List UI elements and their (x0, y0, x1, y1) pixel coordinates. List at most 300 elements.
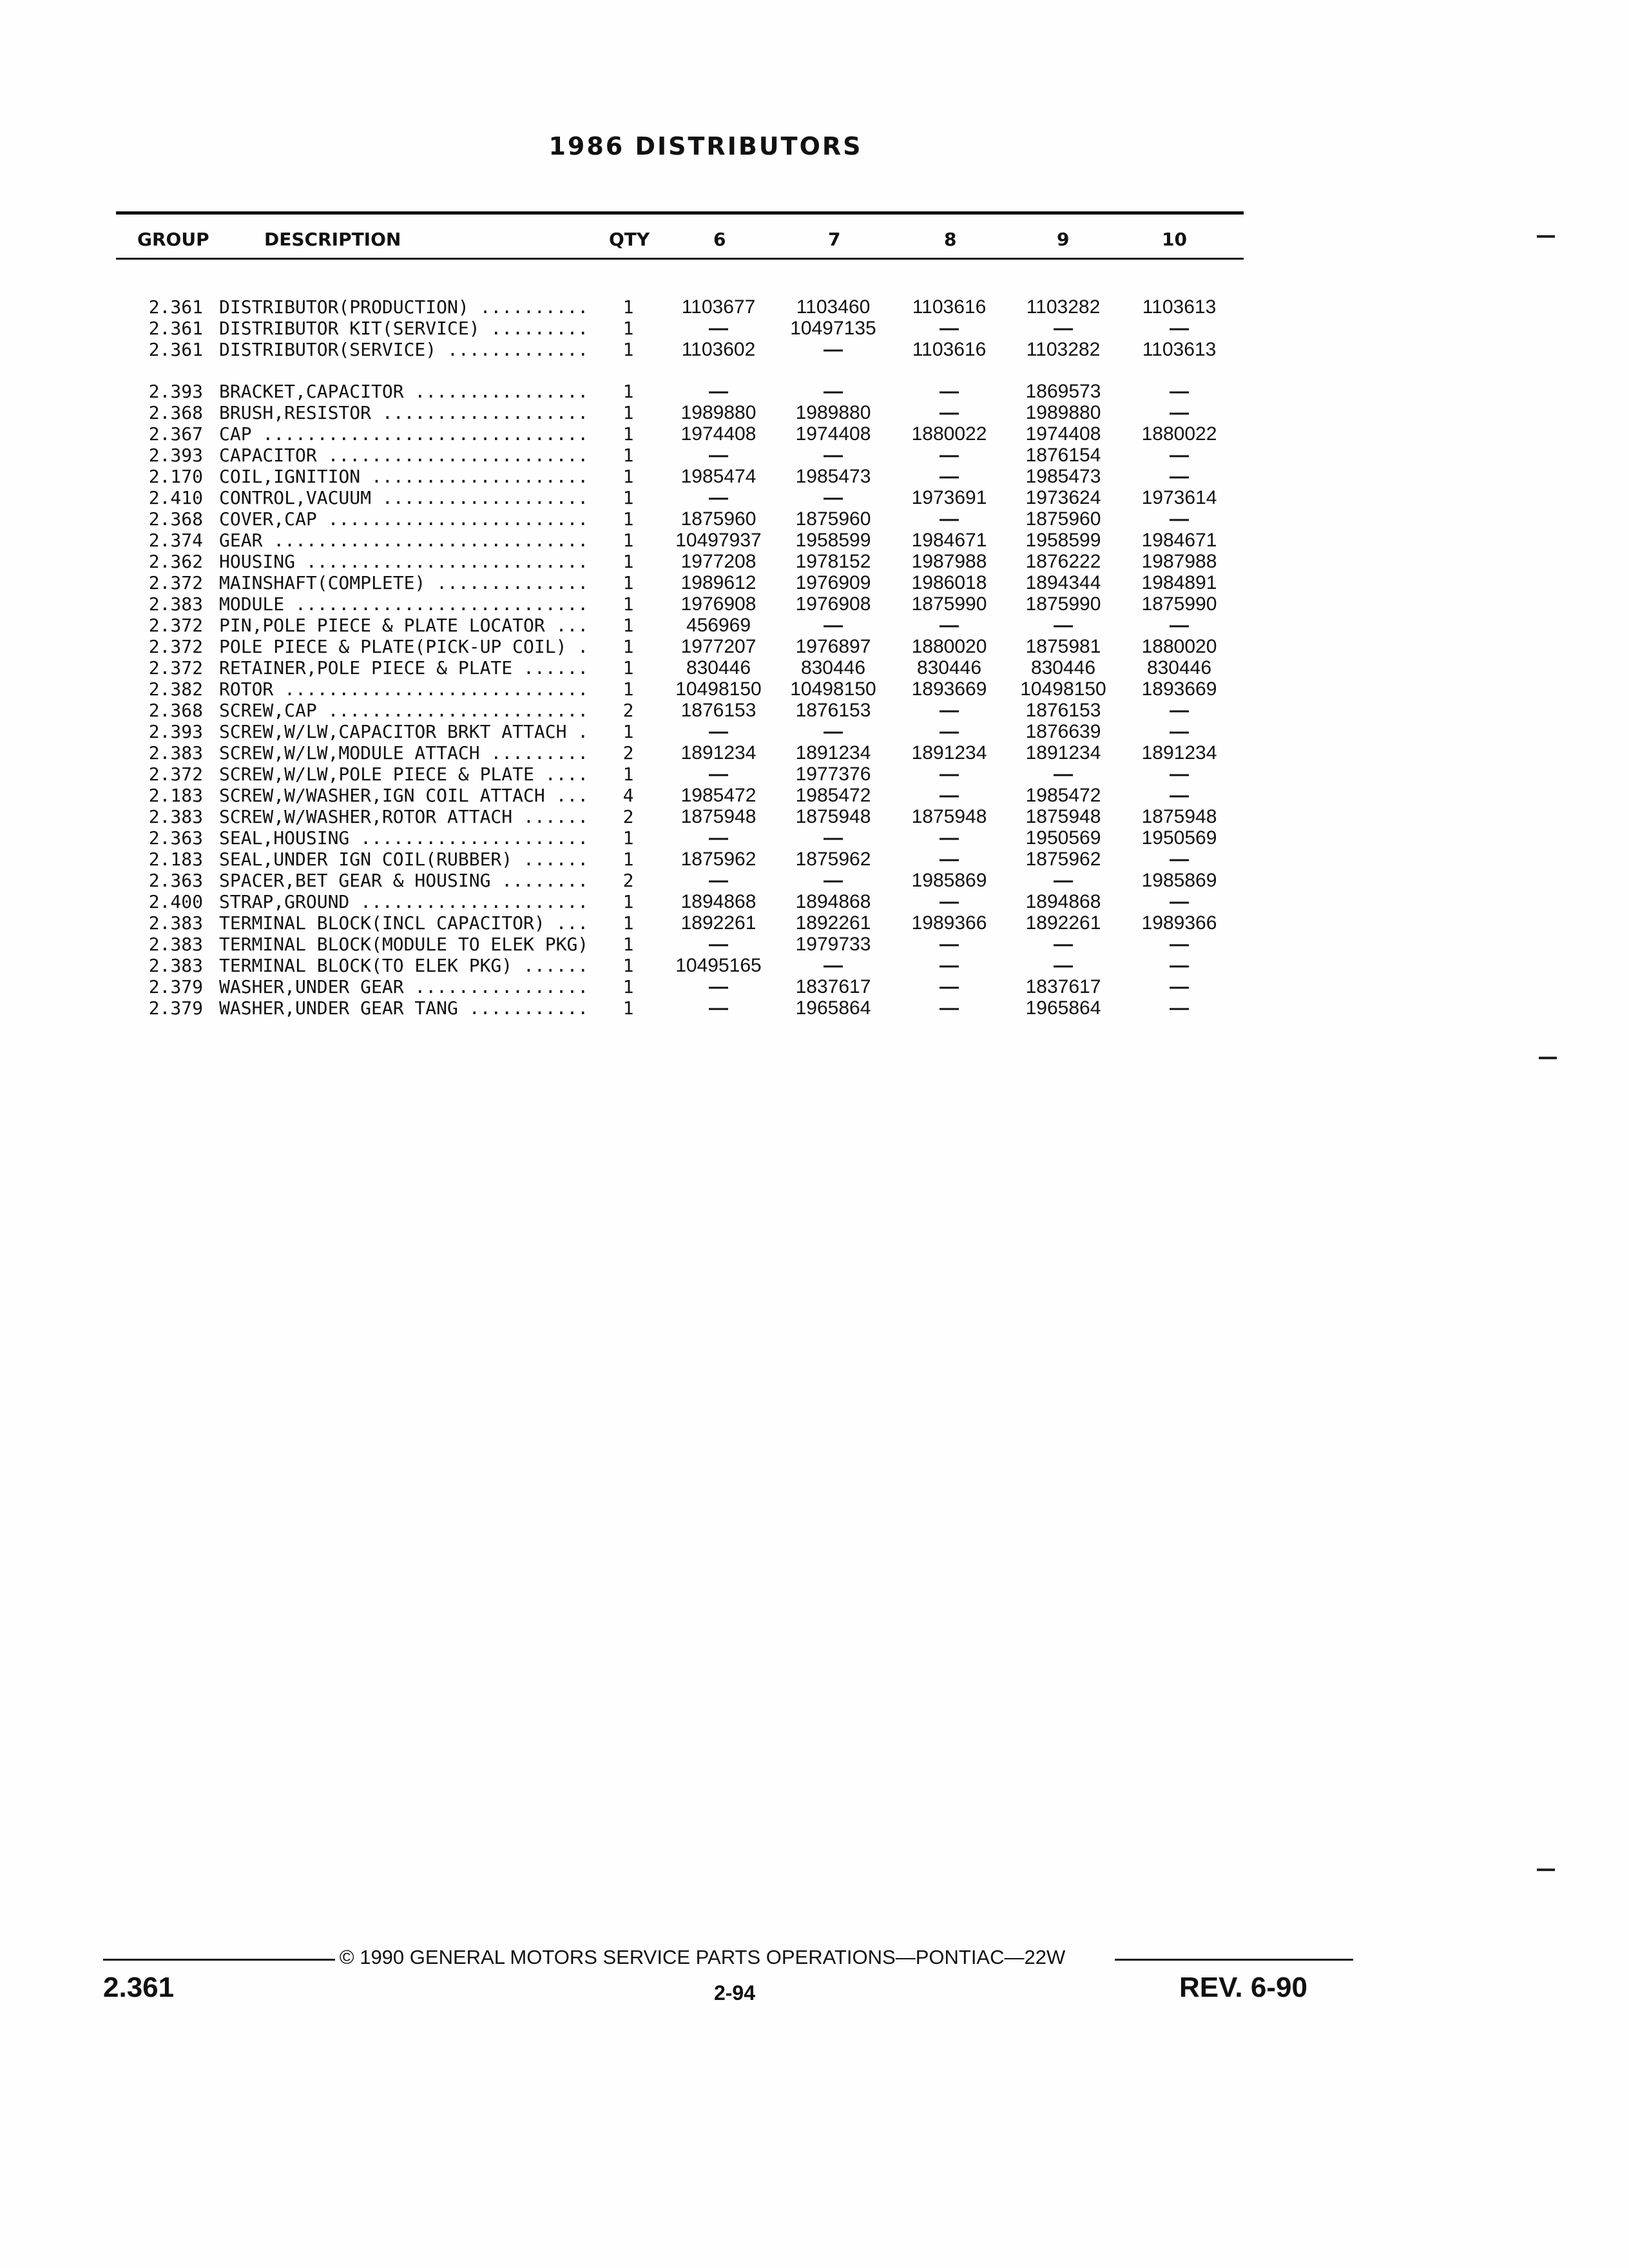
part-number-cell: 1978152 (795, 551, 871, 572)
description-cell: BRUSH,RESISTOR ................... (219, 402, 589, 423)
header-col-10: 10 (1162, 229, 1187, 250)
margin-mark (1537, 1869, 1555, 1871)
group-cell: 2.393 (148, 445, 203, 466)
part-number-cell: 1103616 (912, 339, 987, 360)
margin-mark (1539, 1057, 1557, 1059)
group-cell: 2.368 (148, 700, 203, 721)
table-row (0, 572, 1629, 593)
part-number-cell: 1989880 (795, 402, 871, 423)
table-row (0, 785, 1629, 806)
part-number-cell: 1880022 (911, 423, 987, 445)
group-cell: 2.372 (148, 572, 203, 593)
qty-cell: 1 (622, 912, 634, 934)
table-row (0, 381, 1629, 402)
group-cell: 2.382 (148, 678, 203, 700)
part-number-cell: — (940, 934, 959, 955)
group-cell: 2.393 (148, 381, 203, 402)
part-number-cell: 830446 (1030, 657, 1096, 678)
part-number-cell: 830446 (1146, 657, 1212, 678)
part-number-cell: 10498150 (790, 678, 876, 700)
part-number-cell: 1987988 (911, 551, 987, 572)
qty-cell: 2 (622, 870, 634, 891)
qty-cell: 1 (622, 615, 634, 636)
description-cell: RETAINER,POLE PIECE & PLATE ...... (219, 657, 589, 678)
part-number-cell: 1892261 (1025, 912, 1101, 934)
part-number-cell: 1875990 (1141, 593, 1217, 615)
table-row (0, 615, 1629, 636)
table-row (0, 508, 1629, 530)
copyright-line: © 1990 GENERAL MOTORS SERVICE PARTS OPERATIONS—PONTIAC—22W (339, 1946, 1066, 1968)
header-col-8: 8 (944, 229, 957, 250)
section-number: 2.361 (103, 1972, 175, 2003)
part-number-cell: 1974408 (1025, 423, 1101, 445)
part-number-cell: — (709, 487, 728, 508)
description-cell: SPACER,BET GEAR & HOUSING ........ (219, 870, 589, 891)
group-cell: 2.183 (148, 785, 203, 806)
part-number-cell: 1875962 (680, 849, 757, 870)
qty-cell: 1 (622, 636, 634, 657)
description-cell: GEAR ............................. (219, 530, 589, 551)
part-number-cell: — (824, 381, 843, 402)
part-number-cell: — (824, 721, 843, 742)
header-col-9: 9 (1057, 229, 1070, 250)
part-number-cell: — (1170, 445, 1189, 466)
part-number-cell: 1837617 (1025, 976, 1101, 997)
part-number-cell: 1989366 (1141, 912, 1217, 934)
description-cell: CAPACITOR ........................ (219, 445, 589, 466)
part-number-cell: 1875948 (911, 806, 987, 827)
part-number-cell: 1976908 (795, 593, 871, 615)
part-number-cell: — (1170, 955, 1189, 976)
description-cell: SCREW,CAP ........................ (219, 700, 589, 721)
part-number-cell: 1876639 (1025, 721, 1101, 742)
table-row (0, 678, 1629, 700)
part-number-cell: 1958599 (795, 530, 871, 551)
description-cell: SCREW,W/LW,POLE PIECE & PLATE .... (219, 764, 589, 785)
group-cell: 2.361 (148, 318, 203, 339)
part-number-cell: 1965864 (795, 997, 871, 1019)
part-number-cell: 830446 (800, 657, 866, 678)
part-number-cell: 1103282 (1026, 296, 1101, 318)
part-number-cell: 1973614 (1141, 487, 1217, 508)
part-number-cell: 10497135 (790, 318, 876, 339)
description-cell: COVER,CAP ........................ (219, 508, 589, 530)
part-number-cell: — (1170, 402, 1189, 423)
part-number-cell: — (940, 891, 959, 912)
part-number-cell: 1875948 (680, 806, 757, 827)
part-number-cell: — (709, 721, 728, 742)
table-row (0, 593, 1629, 615)
description-cell: STRAP,GROUND ..................... (219, 891, 589, 912)
description-cell: ROTOR ............................ (219, 678, 589, 700)
part-number-cell: 1986018 (911, 572, 987, 593)
margin-mark (1537, 235, 1555, 238)
qty-cell: 1 (622, 934, 634, 955)
part-number-cell: 1880020 (911, 636, 987, 657)
part-number-cell: 1103460 (796, 296, 871, 318)
part-number-cell: 1958599 (1025, 530, 1101, 551)
part-number-cell: 1893669 (911, 678, 987, 700)
table-row (0, 318, 1629, 339)
table-row (0, 339, 1629, 360)
part-number-cell: — (1054, 870, 1073, 891)
part-number-cell: 1987988 (1141, 551, 1217, 572)
part-number-cell: — (1170, 700, 1189, 721)
description-cell: CAP .............................. (219, 423, 589, 445)
part-number-cell: — (1170, 615, 1189, 636)
group-cell: 2.372 (148, 615, 203, 636)
part-number-cell: — (940, 402, 959, 423)
part-number-cell: 1875960 (795, 508, 871, 530)
part-number-cell: — (709, 976, 728, 997)
table-row (0, 912, 1629, 934)
qty-cell: 1 (622, 976, 634, 997)
part-number-cell: 1876154 (1025, 445, 1101, 466)
group-cell: 2.368 (148, 402, 203, 423)
part-number-cell: — (1170, 508, 1189, 530)
part-number-cell: 1876153 (795, 700, 871, 721)
page-title: 1986 DISTRIBUTORS (548, 132, 863, 160)
part-number-cell: 1875962 (1025, 849, 1101, 870)
header-col-7: 7 (828, 229, 841, 250)
description-cell: HOUSING .......................... (219, 551, 589, 572)
part-number-cell: 1894868 (1025, 891, 1101, 912)
part-number-cell: — (940, 827, 959, 849)
description-cell: SEAL,HOUSING ..................... (219, 827, 589, 849)
part-number-cell: 1875948 (1025, 806, 1101, 827)
part-number-cell: 1893669 (1141, 678, 1217, 700)
description-cell: SCREW,W/WASHER,ROTOR ATTACH ...... (219, 806, 589, 827)
part-number-cell: — (1170, 976, 1189, 997)
part-number-cell: 1103616 (912, 296, 987, 318)
part-number-cell: — (940, 849, 959, 870)
qty-cell: 1 (622, 530, 634, 551)
part-number-cell: — (1054, 764, 1073, 785)
part-number-cell: 10497937 (675, 530, 762, 551)
part-number-cell: — (709, 764, 728, 785)
part-number-cell: 1894344 (1025, 572, 1101, 593)
description-cell: DISTRIBUTOR KIT(SERVICE) ......... (219, 318, 589, 339)
table-row (0, 827, 1629, 849)
group-cell: 2.383 (148, 742, 203, 764)
qty-cell: 1 (622, 423, 634, 445)
part-number-cell: 1974408 (795, 423, 871, 445)
part-number-cell: — (709, 827, 728, 849)
part-number-cell: — (940, 615, 959, 636)
part-number-cell: — (824, 487, 843, 508)
part-number-cell: — (1054, 615, 1073, 636)
part-number-cell: — (824, 615, 843, 636)
group-cell: 2.379 (148, 976, 203, 997)
group-cell: 2.372 (148, 764, 203, 785)
part-number-cell: 1977208 (680, 551, 757, 572)
qty-cell: 1 (622, 296, 634, 318)
group-cell: 2.363 (148, 827, 203, 849)
description-cell: MAINSHAFT(COMPLETE) .............. (219, 572, 589, 593)
part-number-cell: 10498150 (1020, 678, 1106, 700)
part-number-cell: — (824, 955, 843, 976)
part-number-cell: — (709, 870, 728, 891)
part-number-cell: 1985474 (680, 466, 757, 487)
part-number-cell: — (1170, 785, 1189, 806)
part-number-cell: 1880020 (1141, 636, 1217, 657)
part-number-cell: — (824, 827, 843, 849)
part-number-cell: 1985472 (1025, 785, 1101, 806)
table-row (0, 636, 1629, 657)
group-cell: 2.368 (148, 508, 203, 530)
part-number-cell: — (824, 339, 843, 360)
part-number-cell: 1950569 (1025, 827, 1101, 849)
table-row (0, 296, 1629, 318)
description-cell: TERMINAL BLOCK(INCL CAPACITOR) ... (219, 912, 589, 934)
description-cell: COIL,IGNITION .................... (219, 466, 589, 487)
part-number-cell: 1875960 (1025, 508, 1101, 530)
part-number-cell: 1103677 (681, 296, 756, 318)
part-number-cell: 1965864 (1025, 997, 1101, 1019)
part-number-cell: 1984891 (1141, 572, 1217, 593)
qty-cell: 2 (622, 742, 634, 764)
header-top-rule (116, 211, 1244, 215)
part-number-cell: 10498150 (675, 678, 762, 700)
part-number-cell: — (940, 764, 959, 785)
group-cell: 2.410 (148, 487, 203, 508)
table-row (0, 806, 1629, 827)
group-cell: 2.383 (148, 593, 203, 615)
part-number-cell: 1103613 (1142, 296, 1217, 318)
part-number-cell: 1892261 (680, 912, 757, 934)
part-number-cell: — (824, 445, 843, 466)
description-cell: PIN,POLE PIECE & PLATE LOCATOR ... (219, 615, 589, 636)
qty-cell: 1 (622, 551, 634, 572)
part-number-cell: — (1170, 318, 1189, 339)
description-cell: DISTRIBUTOR(SERVICE) ............. (219, 339, 589, 360)
part-number-cell: 1876222 (1025, 551, 1101, 572)
table-row (0, 870, 1629, 891)
qty-cell: 1 (622, 891, 634, 912)
part-number-cell: 1869573 (1025, 381, 1101, 402)
part-number-cell: — (940, 785, 959, 806)
part-number-cell: 830446 (916, 657, 982, 678)
part-number-cell: 1976908 (680, 593, 757, 615)
part-number-cell: 1985473 (795, 466, 871, 487)
part-number-cell: 1976909 (795, 572, 871, 593)
part-number-cell: 1875962 (795, 849, 871, 870)
part-number-cell: — (709, 381, 728, 402)
part-number-cell: 1989612 (680, 572, 757, 593)
group-cell: 2.367 (148, 423, 203, 445)
group-cell: 2.361 (148, 339, 203, 360)
part-number-cell: — (1170, 721, 1189, 742)
part-number-cell: 1892261 (795, 912, 871, 934)
part-number-cell: 1985869 (911, 870, 987, 891)
description-cell: WASHER,UNDER GEAR ................ (219, 976, 589, 997)
part-number-cell: 1973691 (911, 487, 987, 508)
part-number-cell: — (1170, 764, 1189, 785)
table-row (0, 997, 1629, 1019)
part-number-cell: — (940, 508, 959, 530)
group-cell: 2.372 (148, 636, 203, 657)
part-number-cell: — (1054, 934, 1073, 955)
qty-cell: 1 (622, 339, 634, 360)
qty-cell: 1 (622, 678, 634, 700)
description-cell: SCREW,W/WASHER,IGN COIL ATTACH ... (219, 785, 589, 806)
header-qty: QTY (609, 229, 650, 250)
description-cell: BRACKET,CAPACITOR ................ (219, 381, 589, 402)
part-number-cell: — (940, 997, 959, 1019)
part-number-cell: — (1054, 318, 1073, 339)
table-row (0, 445, 1629, 466)
page-number: 2-94 (713, 1981, 756, 2004)
description-cell: TERMINAL BLOCK(MODULE TO ELEK PKG) (219, 934, 589, 955)
group-cell: 2.170 (148, 466, 203, 487)
qty-cell: 1 (622, 657, 634, 678)
header-description: DESCRIPTION (264, 229, 401, 250)
qty-cell: 2 (622, 806, 634, 827)
revision-label: REV. 6-90 (1179, 1972, 1307, 2003)
qty-cell: 1 (622, 508, 634, 530)
part-number-cell: 1875981 (1025, 636, 1101, 657)
qty-cell: 1 (622, 827, 634, 849)
part-number-cell: 1875990 (1025, 593, 1101, 615)
table-row (0, 700, 1629, 721)
qty-cell: 1 (622, 997, 634, 1019)
part-number-cell: — (1170, 849, 1189, 870)
part-number-cell: — (940, 976, 959, 997)
part-number-cell: 1894868 (680, 891, 757, 912)
table-row (0, 742, 1629, 764)
qty-cell: 1 (622, 955, 634, 976)
description-cell: CONTROL,VACUUM ................... (219, 487, 589, 508)
part-number-cell: 1894868 (795, 891, 871, 912)
part-number-cell: 1989880 (1025, 402, 1101, 423)
description-cell: SCREW,W/LW,CAPACITOR BRKT ATTACH . (219, 721, 589, 742)
part-number-cell: 1875948 (795, 806, 871, 827)
part-number-cell: — (940, 318, 959, 339)
table-row (0, 721, 1629, 742)
footer-rule-left (103, 1959, 335, 1961)
part-number-cell: 1103602 (681, 339, 756, 360)
part-number-cell: — (940, 700, 959, 721)
part-number-cell: 1989880 (680, 402, 757, 423)
part-number-cell: 1891234 (1025, 742, 1101, 764)
part-number-cell: 1837617 (795, 976, 871, 997)
table-row (0, 934, 1629, 955)
part-number-cell: 1880022 (1141, 423, 1217, 445)
part-number-cell: 1985473 (1025, 466, 1101, 487)
description-cell: TERMINAL BLOCK(TO ELEK PKG) ...... (219, 955, 589, 976)
part-number-cell: — (709, 445, 728, 466)
part-number-cell: — (709, 997, 728, 1019)
part-number-cell: 1984671 (911, 530, 987, 551)
part-number-cell: — (709, 934, 728, 955)
group-cell: 2.361 (148, 296, 203, 318)
part-number-cell: — (824, 870, 843, 891)
part-number-cell: 1973624 (1025, 487, 1101, 508)
part-number-cell: — (1170, 466, 1189, 487)
part-number-cell: — (1170, 891, 1189, 912)
group-cell: 2.400 (148, 891, 203, 912)
part-number-cell: 1950569 (1141, 827, 1217, 849)
qty-cell: 1 (622, 487, 634, 508)
part-number-cell: 1976897 (795, 636, 871, 657)
part-number-cell: 1985869 (1141, 870, 1217, 891)
table-row (0, 849, 1629, 870)
footer-rule-right (1115, 1959, 1353, 1961)
description-cell: DISTRIBUTOR(PRODUCTION) .......... (219, 296, 589, 318)
part-number-cell: 10495165 (675, 955, 762, 976)
part-number-cell: 1891234 (795, 742, 871, 764)
table-row (0, 402, 1629, 423)
description-cell: SCREW,W/LW,MODULE ATTACH ......... (219, 742, 589, 764)
table-row (0, 487, 1629, 508)
part-number-cell: 1984671 (1141, 530, 1217, 551)
group-cell: 2.363 (148, 870, 203, 891)
part-number-cell: 1876153 (1025, 700, 1101, 721)
header-group: GROUP (137, 229, 209, 250)
part-number-cell: 1875948 (1141, 806, 1217, 827)
table-row (0, 657, 1629, 678)
part-number-cell: 1977376 (795, 764, 871, 785)
qty-cell: 1 (622, 764, 634, 785)
part-number-cell: 1979733 (795, 934, 871, 955)
table-row (0, 955, 1629, 976)
part-number-cell: 1891234 (680, 742, 757, 764)
part-number-cell: 1891234 (911, 742, 987, 764)
part-number-cell: — (940, 721, 959, 742)
qty-cell: 1 (622, 593, 634, 615)
description-cell: WASHER,UNDER GEAR TANG ........... (219, 997, 589, 1019)
qty-cell: 1 (622, 445, 634, 466)
table-row (0, 891, 1629, 912)
part-number-cell: — (940, 955, 959, 976)
table-row (0, 466, 1629, 487)
part-number-cell: 1103613 (1142, 339, 1217, 360)
header-col-6: 6 (713, 229, 726, 250)
part-number-cell: 1985472 (795, 785, 871, 806)
group-cell: 2.383 (148, 806, 203, 827)
group-cell: 2.374 (148, 530, 203, 551)
table-row (0, 551, 1629, 572)
group-cell: 2.393 (148, 721, 203, 742)
part-number-cell: 1875960 (680, 508, 757, 530)
description-cell: MODULE ........................... (219, 593, 589, 615)
group-cell: 2.379 (148, 997, 203, 1019)
part-number-cell: 1875990 (911, 593, 987, 615)
qty-cell: 1 (622, 849, 634, 870)
part-number-cell: 1977207 (680, 636, 757, 657)
header-bottom-rule (116, 258, 1244, 260)
group-cell: 2.183 (148, 849, 203, 870)
part-number-cell: 1103282 (1026, 339, 1101, 360)
group-cell: 2.383 (148, 955, 203, 976)
part-number-cell: — (940, 445, 959, 466)
qty-cell: 1 (622, 466, 634, 487)
part-number-cell: — (1170, 997, 1189, 1019)
qty-cell: 1 (622, 721, 634, 742)
qty-cell: 1 (622, 381, 634, 402)
part-number-cell: 1876153 (680, 700, 757, 721)
part-number-cell: 456969 (686, 615, 751, 636)
part-number-cell: — (1170, 934, 1189, 955)
part-number-cell: 830446 (686, 657, 751, 678)
table-row (0, 423, 1629, 445)
qty-cell: 4 (622, 785, 634, 806)
part-number-cell: 1989366 (911, 912, 987, 934)
group-cell: 2.372 (148, 657, 203, 678)
group-cell: 2.362 (148, 551, 203, 572)
qty-cell: 1 (622, 402, 634, 423)
group-cell: 2.383 (148, 912, 203, 934)
